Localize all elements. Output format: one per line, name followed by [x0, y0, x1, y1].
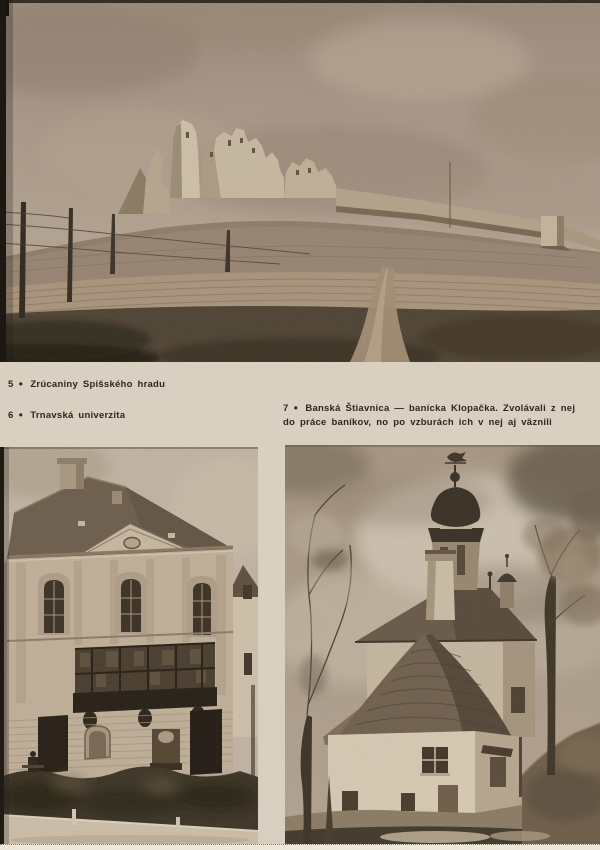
caption-figure-5 — [8, 379, 165, 390]
figure-number: 6 — [8, 410, 14, 421]
caption-text: Zrúcaniny Spišského hradu — [30, 379, 166, 390]
bullet-icon: ● — [18, 379, 24, 388]
trnava-university-photo — [0, 447, 258, 845]
page-bottom-margin — [0, 844, 600, 850]
caption-line-2: do práce baníkov, no po vzburách ich v nej aj väznili — [283, 416, 553, 428]
caption-text: Trnavská univerzita — [30, 410, 126, 421]
figure-number: 5 — [8, 379, 14, 390]
bullet-icon: ● — [293, 403, 299, 412]
caption-text: Banská Štiavnica — banícka Klopačka. Zvolávali z nej — [305, 403, 576, 414]
figure-number: 7 — [283, 403, 289, 414]
caption-figure-7 — [283, 401, 583, 429]
spis-castle-photo — [0, 0, 600, 362]
caption-figure-6 — [8, 410, 125, 421]
caption-line-1 — [283, 401, 583, 416]
klopacka-tower-photo — [285, 445, 600, 845]
bullet-icon: ● — [18, 410, 24, 419]
